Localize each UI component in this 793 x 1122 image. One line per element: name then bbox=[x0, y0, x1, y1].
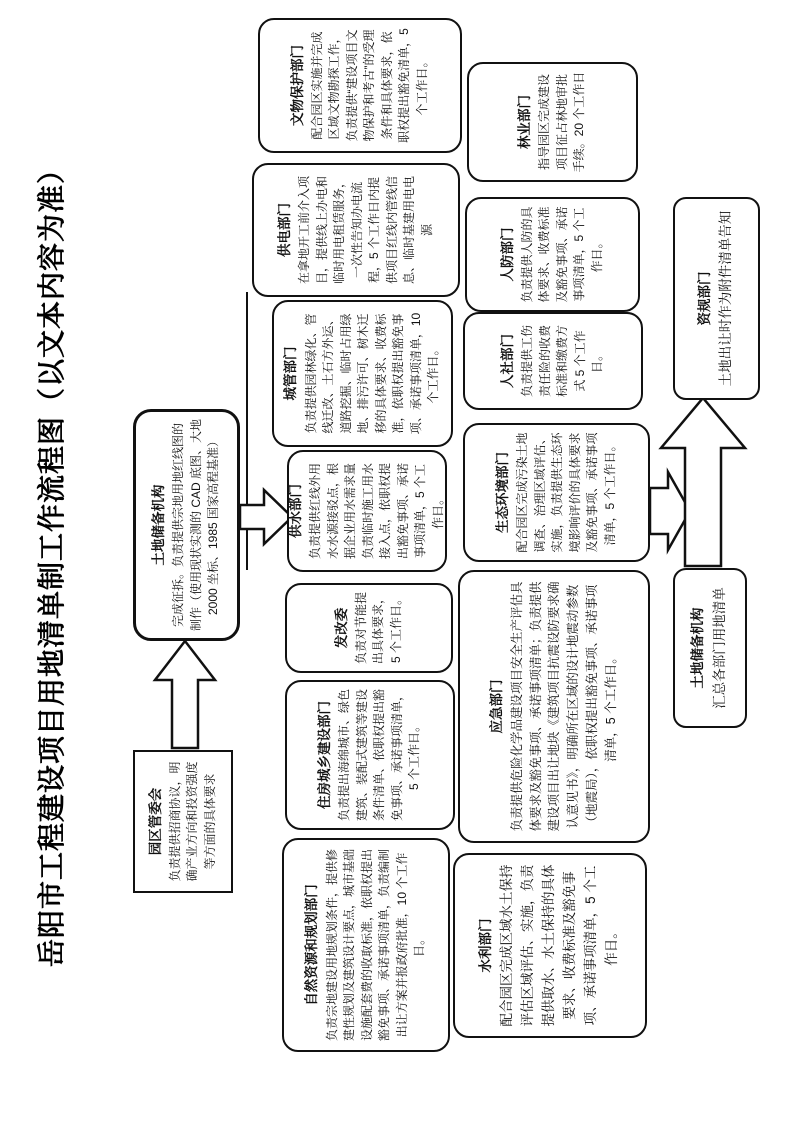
node-human-resources-social bbox=[463, 312, 643, 410]
node-ecology-environment bbox=[463, 423, 650, 562]
node-planning-bureau bbox=[673, 197, 760, 400]
node-title: 发改委 bbox=[333, 607, 349, 649]
node-forestry bbox=[467, 62, 638, 182]
node-title: 人社部门 bbox=[500, 334, 516, 388]
node-body: 负责提出海绵城市、绿色建筑、装配式建筑等建设条件清单、依职权提出豁免事项、承诺事项清单，5 个工作日。 bbox=[337, 688, 422, 821]
node-natural-resources bbox=[282, 838, 450, 1052]
node-body: 负责提供红线外用水水源接驳点，根据企业用水需求量负责临时施工用水接入点，依职权提出豁免事项、承诺事项清单，5 个工作日。 bbox=[308, 463, 445, 560]
node-body: 负责宗地建设用地规划条件，提供修建性规划及建筑设计要点，城市基础设施配套费的收取标准，依职权提出豁免事项、承诺事项清单，负责编制出让方案并报政府批准，10 个工作日。 bbox=[324, 849, 427, 1042]
node-body: 负责提供危险化学品建设项目安全生产评估具体要求及豁免事项、承诺事项清单；负责提供建设项目出让地块《建筑项目抗震设防要求确认意见书》，明确所在区域的设计地震动参数（地震局），依职权提出豁免事项、承诺事项清单，5 个工作日。 bbox=[509, 581, 618, 832]
node-title: 文物保护部门 bbox=[289, 45, 305, 126]
node-water-supply bbox=[287, 450, 447, 572]
node-land-reserve-primary bbox=[133, 409, 240, 641]
node-body: 配合园区完成污染土地调查、治理区域评估、实施，负责提供生态环境影响评价的具体要求及豁免事项、承诺事项清单，5 个工作日。 bbox=[515, 432, 617, 553]
node-emergency-management bbox=[458, 570, 650, 843]
node-title: 土地储备机构 bbox=[151, 484, 167, 566]
node-body: 土地出让时作为附件清单告知 bbox=[718, 210, 734, 387]
node-title: 林业部门 bbox=[517, 95, 533, 149]
node-title: 住房城乡建设部门 bbox=[317, 701, 333, 809]
node-title: 土地储备机构 bbox=[690, 607, 706, 689]
node-title: 应急部门 bbox=[488, 679, 504, 734]
node-water-resources bbox=[453, 853, 647, 1038]
node-title: 园区管委会 bbox=[147, 787, 163, 856]
node-title: 供电部门 bbox=[276, 203, 292, 257]
node-body: 负责提供招商协议，明确产业方向和投资强度等方面的具体要求 bbox=[167, 761, 217, 882]
node-park-committee bbox=[133, 750, 233, 893]
node-title: 城管部门 bbox=[283, 346, 299, 401]
node-body: 配合园区完成区域水土保持评估区域评估、实施，负责提供取水、水土保持的具体要求、收费标准及豁免事项、承诺事项清单，5 个工作日。 bbox=[499, 864, 619, 1027]
node-housing-urban-rural bbox=[285, 680, 455, 830]
node-title: 资规部门 bbox=[696, 271, 712, 326]
page-title: 岳阳市工程建设项目用地清单制工作流程图（以文本内容为准） bbox=[37, 155, 68, 968]
node-body: 在拿地开工前介入项目，提供线上办电和临时用电租赁服务，一次性告知办电流程，5 个工作日内提供项目红线内管线信息、临时基建用电电源 bbox=[297, 176, 434, 285]
node-body: 负责提供园林绿化、管线迁改、土石方外运、道路挖掘、临时占用绿地、排污许可、树木迁移的具体要求、收费标准，依职权提出豁免事项、承诺事项清单，10 个工作日。 bbox=[303, 312, 441, 435]
node-title: 水利部门 bbox=[478, 918, 494, 973]
node-title: 供水部门 bbox=[287, 484, 303, 538]
node-body: 配合园区实施并完成区域文物勘探工作，负责提供“建设项目文物保护和考古”的受理条件和具体要求，依职权提出豁免清单，5 个工作日。 bbox=[309, 28, 429, 143]
node-body: 指导园区完成建设项目征占林地审批手续。20 个工作日 bbox=[537, 71, 587, 173]
node-civil-defense bbox=[465, 197, 640, 312]
node-title: 生态环境部门 bbox=[494, 452, 510, 533]
node-urban-management bbox=[272, 300, 453, 447]
node-body: 汇总各部门用地清单 bbox=[711, 587, 727, 709]
node-body: 负责提供工伤责任险的收费标准和缴费方式 5 个工作日。 bbox=[520, 325, 605, 398]
arrow-park-to-reserve bbox=[155, 641, 215, 748]
node-body: 负责提供人防的具体要求、收费标准及豁免事项、承诺事项清单，5 个工作日。 bbox=[519, 206, 604, 303]
node-heritage-protection bbox=[258, 18, 462, 153]
node-title: 自然资源和规划部门 bbox=[304, 884, 320, 1006]
node-body: 完成征拆。负责提供宗地用地红线图的制作（使用现状实测的 CAD 底图、大地 2000 坐标、1985 国家高程基准） bbox=[171, 418, 221, 631]
node-power-supply bbox=[252, 163, 460, 297]
node-land-reserve-summary bbox=[673, 568, 747, 728]
node-body: 负责对节能提出具体要求，5 个工作日。 bbox=[353, 591, 403, 664]
node-title: 人防部门 bbox=[499, 227, 515, 282]
node-ndrc bbox=[285, 583, 453, 673]
